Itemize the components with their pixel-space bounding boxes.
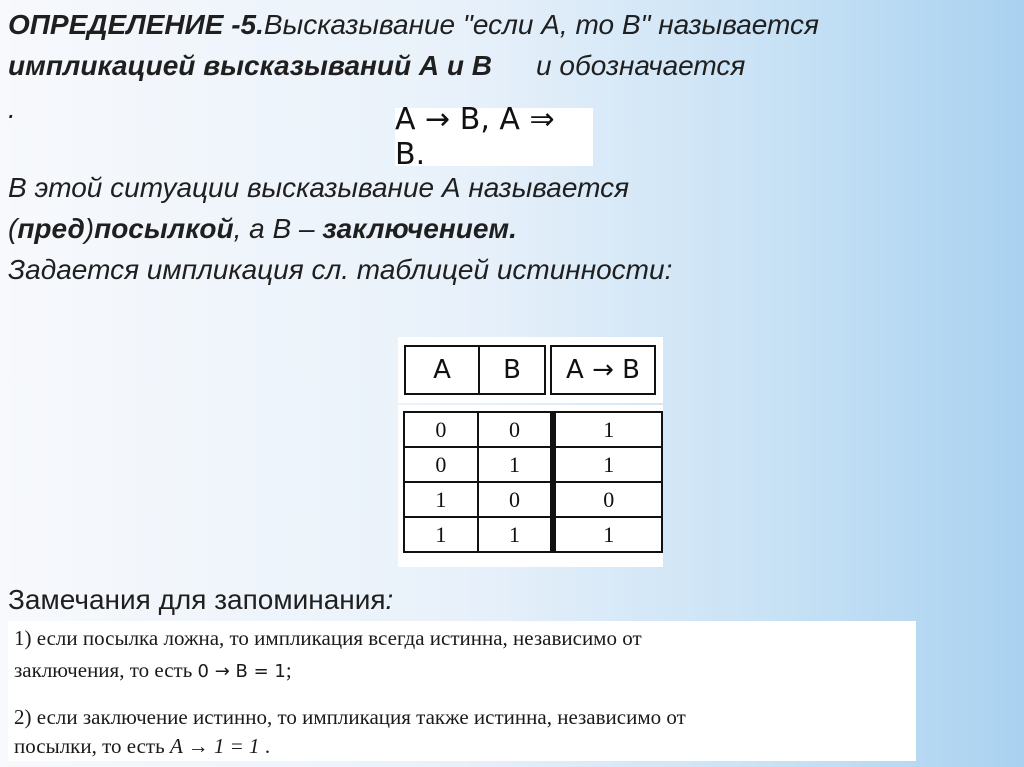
table-cell: 0 [553,482,662,517]
table-cell: 1 [404,517,478,552]
note-2-formula: A → 1 = 1 [169,734,260,758]
definition-line-1 [8,8,819,42]
truth-table [398,405,663,567]
explanation-line-3: Задается импликация сл. таблицей истинности: [8,254,673,285]
note-2-line-1: 2) если заключение истинно, то импликация также истинна, независимо от [14,705,686,729]
header-a: A [404,345,480,395]
term-premise: посылкой [94,213,234,244]
table-cell: 1 [478,517,554,552]
header-b: B [478,345,546,395]
definition-line-3: . [8,93,16,124]
table-row [404,412,662,447]
table-row [404,447,662,482]
note-1-line-1: 1) если посылка ложна, то импликация всегда истинна, независимо от [14,626,642,650]
table-row [404,482,662,517]
note-2-line-2: посылки, то есть A → 1 = 1 . [14,734,271,758]
table-cell: 1 [553,517,662,552]
definition-text-1: Высказывание "если А, то В" называется [263,9,820,40]
table-cell: 0 [478,482,554,517]
truth-table-header [398,337,663,403]
term-pred: пред [17,213,85,244]
table-cell: 0 [404,447,478,482]
notes-box [8,621,916,761]
table-cell: 1 [478,447,554,482]
table-cell: 0 [404,412,478,447]
definition-term: импликацией высказываний А и В [8,50,493,81]
table-cell: 1 [553,412,662,447]
explanation-line-1: В этой ситуации высказывание А называется [8,172,630,203]
header-a-implies-b: A → B [550,345,656,395]
note-1-formula: 0 → B = 1 [197,661,286,682]
table-cell: 0 [478,412,554,447]
notation-formula: A → B, A ⇒ B. [395,108,593,166]
definition-text-2: и обозначается [536,50,746,81]
definition-heading: ОПРЕДЕЛЕНИЕ -5. [8,9,264,40]
note-1-line-2: заключения, то есть 0 → B = 1; [14,658,292,682]
explanation-line-2: (пред)посылкой, а В – заключением. [8,213,517,244]
table-cell: 1 [404,482,478,517]
table-cell: 1 [553,447,662,482]
term-conclusion: заключением. [322,213,517,244]
definition-line-2 [8,49,745,83]
notes-title: Замечания для запоминания: [8,584,394,615]
table-row [404,517,662,552]
